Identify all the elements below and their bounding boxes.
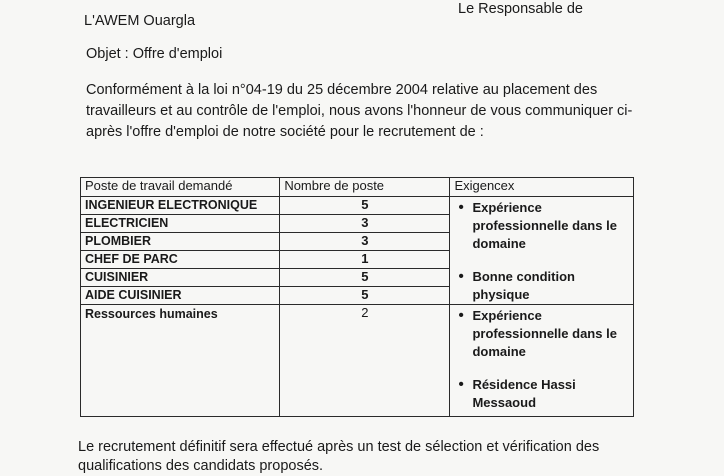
poste-cell: PLOMBIER — [81, 233, 280, 251]
recipient-line: L'AWEM Ouargla — [84, 13, 196, 29]
requirement-item: • Bonne condition physique — [472, 268, 629, 304]
nombre-cell: 5 — [280, 269, 450, 287]
nombre-cell: 5 — [280, 287, 450, 305]
job-offers-table — [80, 177, 634, 417]
header-exigences: Exigencex — [450, 178, 634, 197]
requirement-item: • Résidence Hassi Messaoud — [472, 376, 629, 412]
requirements-cell — [450, 305, 634, 417]
table-row — [81, 305, 634, 417]
table-header-row — [81, 178, 634, 197]
requirements-cell — [450, 197, 634, 305]
intro-paragraph: Conformément à la loi n°04-19 du 25 décembre 2004 relative au placement des travailleurs et au contrôle de l'emploi, nous avons l'honneur de vous communiquer ci-après l'offre d'emploi de notre société pour le recrutement de : — [86, 82, 633, 140]
poste-cell: ELECTRICIEN — [81, 215, 280, 233]
poste-cell: CHEF DE PARC — [81, 251, 280, 269]
requirements-list — [454, 307, 629, 412]
nombre-cell: 3 — [280, 215, 450, 233]
requirements-list — [454, 199, 629, 304]
header-poste: Poste de travail demandé — [81, 178, 280, 197]
nombre-cell: 3 — [280, 233, 450, 251]
poste-cell: Ressources humaines — [81, 305, 280, 417]
subject-line: Objet : Offre d'emploi — [86, 46, 223, 62]
poste-cell: AIDE CUISINIER — [81, 287, 280, 305]
nombre-cell: 2 — [280, 305, 450, 417]
poste-cell: INGENIEUR ELECTRONIQUE — [81, 197, 280, 215]
requirement-item: • Expérience professionnelle dans le domaine — [472, 199, 629, 253]
table-row — [81, 197, 634, 215]
responsable-heading: Le Responsable de — [458, 1, 583, 17]
nombre-cell: 1 — [280, 251, 450, 269]
header-nombre: Nombre de poste — [280, 178, 450, 197]
requirement-item: • Expérience professionnelle dans le domaine — [472, 307, 629, 361]
nombre-cell: 5 — [280, 197, 450, 215]
footer-paragraph: Le recrutement définitif sera effectué après un test de sélection et vérification des qualifications des candidats proposés. — [78, 439, 600, 474]
poste-cell: CUISINIER — [81, 269, 280, 287]
